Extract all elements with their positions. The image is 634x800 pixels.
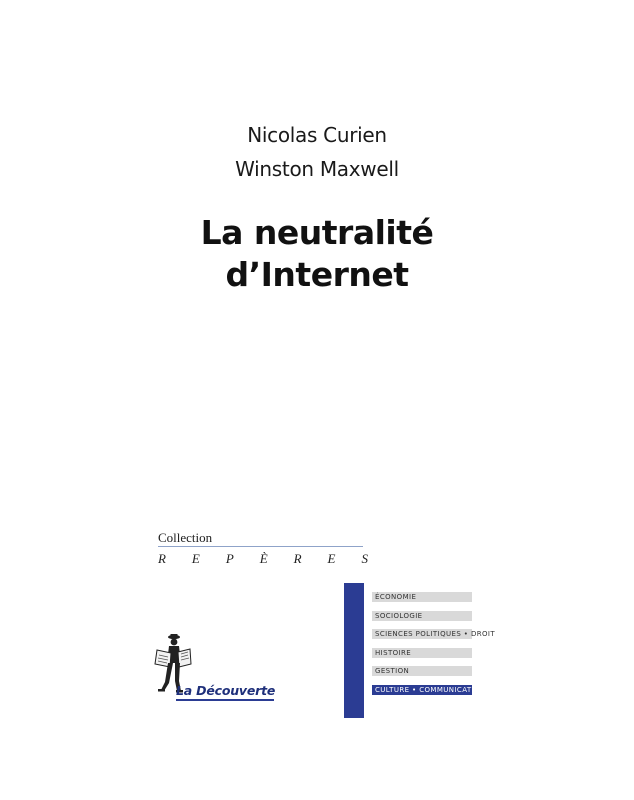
- subject-sciences-politiques-droit: SCIENCES POLITIQUES • DROIT: [372, 629, 472, 639]
- collection-name: [158, 551, 368, 567]
- author-1: Nicolas Curien: [247, 123, 387, 147]
- collection-letter: È: [259, 551, 268, 566]
- book-title: [0, 212, 634, 296]
- subject-list: [372, 592, 496, 703]
- collection-letter: E: [191, 551, 200, 566]
- collection-letter: R: [158, 551, 166, 566]
- publisher-name: La Découverte: [176, 683, 276, 698]
- blue-vertical-bar: [344, 583, 364, 718]
- collection-letter: R: [293, 551, 302, 566]
- subject-gestion: GESTION: [372, 666, 472, 676]
- collection-rule: [158, 546, 363, 547]
- author-2: Winston Maxwell: [235, 157, 399, 181]
- authors: [0, 118, 634, 186]
- title-line-1: La neutralité: [200, 213, 434, 252]
- subject-economie: ÉCONOMIE: [372, 592, 472, 602]
- collection-label: Collection: [158, 530, 213, 545]
- subject-histoire: HISTOIRE: [372, 648, 472, 658]
- collection-letter: S: [361, 551, 368, 566]
- subject-sociologie: SOCIOLOGIE: [372, 611, 472, 621]
- publisher-rule: [176, 699, 274, 701]
- collection-letter: E: [327, 551, 336, 566]
- subject-culture-communication: CULTURE • COMMUNICATION: [372, 685, 472, 695]
- collection-letter: P: [225, 551, 234, 566]
- title-line-2: d’Internet: [225, 255, 409, 294]
